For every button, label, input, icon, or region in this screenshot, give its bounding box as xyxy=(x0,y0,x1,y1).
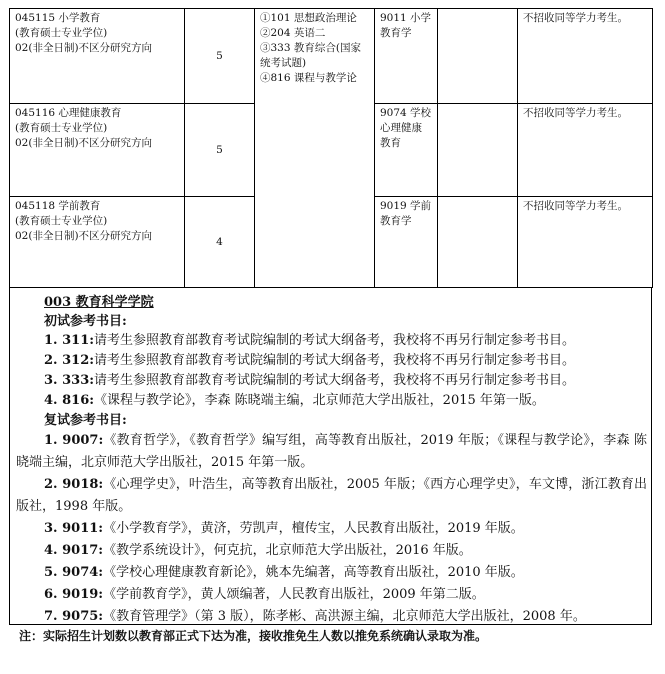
reference-item xyxy=(16,331,647,351)
exam-subjects-cell xyxy=(255,9,375,288)
reference-text: 《教育管理学》（第 3 版），陈孝彬、高洪源主编，北京师范大学出版社，2008 年。 xyxy=(103,609,586,624)
reference-item xyxy=(16,518,647,540)
program-degree-type: (教育硕士专业学位) xyxy=(15,122,108,134)
reference-code: 3. 9011: xyxy=(44,521,104,536)
empty-cell xyxy=(438,197,518,288)
program-cell xyxy=(10,197,185,288)
reference-code: 1. 311: xyxy=(44,333,95,348)
reference-item xyxy=(16,391,647,411)
table-row xyxy=(10,9,653,104)
exam-subject: ①101 思想政治理论 xyxy=(260,12,357,24)
reference-code: 4. 9017: xyxy=(44,543,104,558)
reference-item xyxy=(16,562,647,584)
program-code-name: 045115 小学教育 xyxy=(15,12,101,24)
program-code-name: 045118 学前教育 xyxy=(15,200,101,212)
enrollment-count: 5 xyxy=(185,104,255,197)
program-direction: 02(非全日制)不区分研究方向 xyxy=(15,230,153,242)
program-degree-type: (教育硕士专业学位) xyxy=(15,27,108,39)
reference-text: 《小学教育学》，黄济，劳凯声，檀传宝，人民教育出版社，2019 年版。 xyxy=(103,521,524,536)
document xyxy=(9,8,652,645)
retest-subject: 9011 小学教育学 xyxy=(375,9,438,104)
reference-text: 请考生参照教育部教育考试院编制的考试大纲备考，我校将不再另行制定参考书目。 xyxy=(94,373,576,388)
retest-subject: 9074 学校心理健康教育 xyxy=(375,104,438,197)
reference-text: 《课程与教学论》，李森 陈晓端主编，北京师范大学出版社，2015 年第一版。 xyxy=(94,393,545,408)
empty-cell xyxy=(438,104,518,197)
program-cell xyxy=(10,104,185,197)
program-degree-type: (教育硕士专业学位) xyxy=(15,215,108,227)
program-direction: 02(非全日制)不区分研究方向 xyxy=(15,137,153,149)
reference-text: 《学前教育学》，黄人颂编著，人民教育出版社，2009 年第二版。 xyxy=(103,587,485,602)
remark-cell: 不招收同等学力考生。 xyxy=(518,9,653,104)
reference-code: 2. 312: xyxy=(44,353,95,368)
reference-text: 请考生参照教育部教育考试院编制的考试大纲备考，我校将不再另行制定参考书目。 xyxy=(94,353,576,368)
enrollment-count: 5 xyxy=(185,9,255,104)
remark-cell: 不招收同等学力考生。 xyxy=(518,104,653,197)
retest-books-heading: 复试参考书目: xyxy=(44,413,127,428)
reference-text: 请考生参照教育部教育考试院编制的考试大纲备考，我校将不再另行制定参考书目。 xyxy=(94,333,576,348)
retest-subject: 9019 学前教育学 xyxy=(375,197,438,288)
reference-code: 4. 816: xyxy=(44,393,95,408)
reference-text: 《教学系统设计》，何克抗，北京师范大学出版社，2016 年版。 xyxy=(103,543,472,558)
reference-item xyxy=(16,474,647,518)
program-code-name: 045116 心理健康教育 xyxy=(15,107,122,119)
exam-subject: ②204 英语二 xyxy=(260,27,326,39)
reference-code: 5. 9074: xyxy=(44,565,104,580)
program-cell xyxy=(10,9,185,104)
remark-cell: 不招收同等学力考生。 xyxy=(518,197,653,288)
reference-text: 《学校心理健康教育新论》，姚本先编著，高等教育出版社，2010 年版。 xyxy=(103,565,524,580)
reference-item xyxy=(16,371,647,391)
exam-subject: ④816 课程与教学论 xyxy=(260,72,357,84)
reference-item xyxy=(16,351,647,371)
reference-books-section xyxy=(9,288,652,625)
empty-cell xyxy=(438,9,518,104)
footnote: 注：实际招生计划数以教育部正式下达为准，接收推免生人数以推免系统确认录取为准。 xyxy=(19,629,488,643)
initial-books-heading: 初试参考书目: xyxy=(44,314,127,329)
reference-text: 《教育哲学》，《教育哲学》编写组，高等教育出版社，2019 年版；《课程与教学论》，李森 陈晓端主编，北京师范大学出版社，2015 年第一版。 xyxy=(16,433,647,470)
reference-item xyxy=(16,584,647,606)
college-heading: 003 教育科学学院 xyxy=(44,295,154,310)
reference-item xyxy=(16,540,647,562)
reference-text: 《心理学史》，叶浩生，高等教育出版社，2005 年版；《西方心理学史》，车文博，浙江教育出版社，1998 年版。 xyxy=(16,477,648,514)
reference-item xyxy=(16,606,647,628)
exam-subject: ③333 教育综合(国家统考试题) xyxy=(260,42,361,69)
reference-item xyxy=(16,430,647,474)
reference-code: 1. 9007: xyxy=(44,433,104,448)
reference-code: 7. 9075: xyxy=(44,609,104,624)
program-direction: 02(非全日制)不区分研究方向 xyxy=(15,42,153,54)
program-table xyxy=(9,8,653,288)
reference-code: 2. 9018: xyxy=(44,477,104,492)
reference-code: 3. 333: xyxy=(44,373,95,388)
enrollment-count: 4 xyxy=(185,197,255,288)
reference-code: 6. 9019: xyxy=(44,587,104,602)
